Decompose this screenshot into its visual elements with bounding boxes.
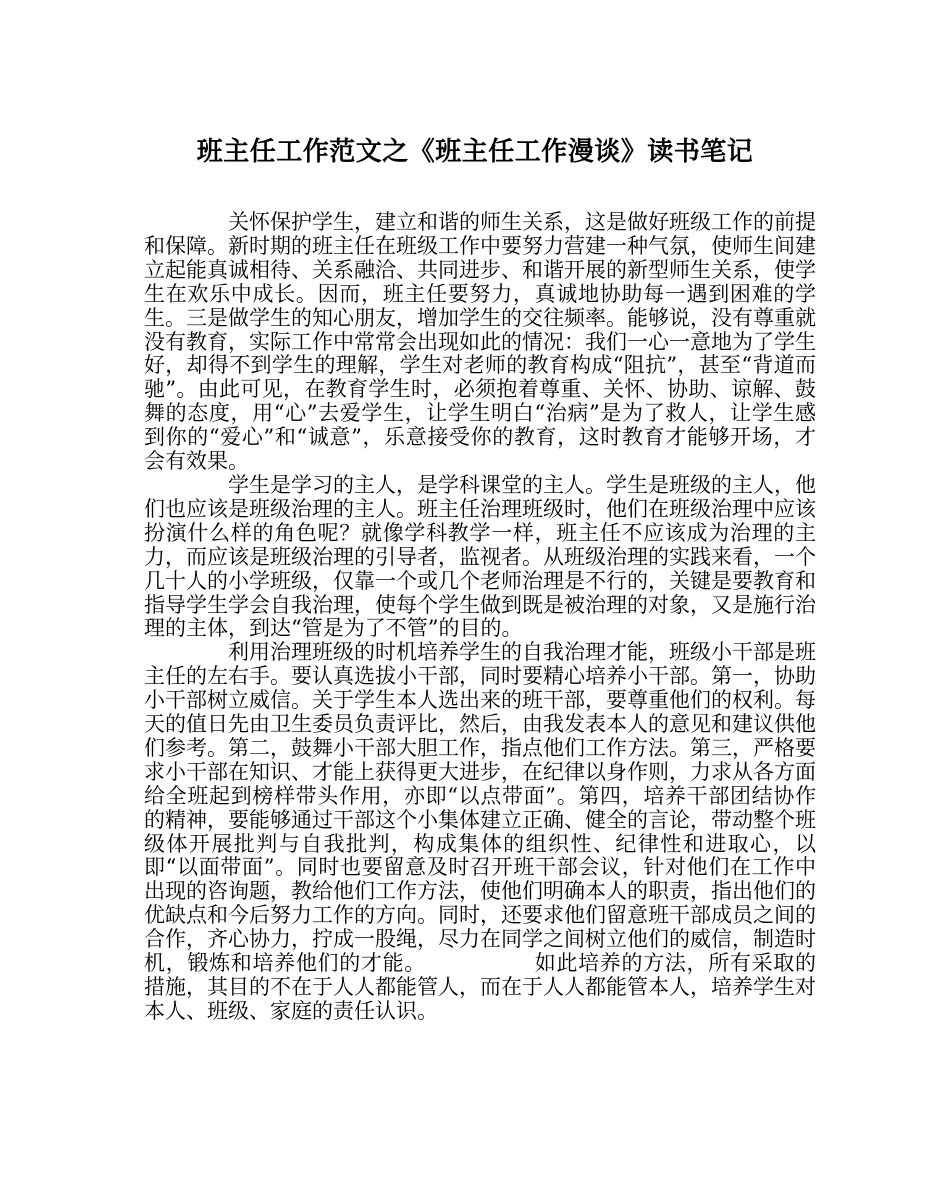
paragraph-3-text: 利用治理班级的时机培养学生的自我治理才能，班级小干部是班主任的左右手。要认真选拔小干部，同时要精心培养小干部。第一，协助小干部树立威信。关于学生本人选出来的班干部，要尊重他们的权利。每天的值日先由卫生委员负责评比，然后，由我发表本人的意见和建议供他们参考。第二，鼓舞小干部大胆工作，指点他们工作方法。第三，严格要求小干部在知识、才能上获得更大进步，在纪律以身作则，力求从各方面给全班起到榜样带头作用，亦即“以点带面”。第四，培养干部团结协作的精神，要能够通过干部这个小集体建立正确、健全的言论，带动整个班级体开展批判与自我批判，构成集体的组织性、纪律性和进取心，以即“以面带面”。同时也要留意及时召开班干部会议，针对他们在工作中出现的咨询题，教给他们工作方法，使他们明确本人的职责，指出他们的优缺点和今后努力工作的方向。同时，还要求他们留意班干部成员之间的合作，齐心协力，拧成一股绳，尽力在同学之间树立他们的威信，制造时机，锻炼和培养他们的才能。	[144, 640, 816, 976]
paragraph-2: 学生是学习的主人，是学科课堂的主人。学生是班级的主人，他们也应该是班级治理的主人。班主任治理班级时，他们在班级治理中应该扮演什么样的角色呢？就像学科教学一样，班主任不应该成为治理的主力，而应该是班级治理的引导者，监视者。从班级治理的实践来看，一个几十人的小学班级，仅靠一个或几个老师治理是不行的，关键是要教育和指导学生学会自我治理，使每个学生做到既是被治理的对象，又是施行治理的主体，到达“管是为了不管”的目的。	[144, 472, 816, 641]
document-body	[144, 211, 816, 1024]
closing-text: 如此培养的方法，所有采取的措施，其目的不在于人人都能管人，而在于人人都能管本人，培养学生对本人、班级、家庭的责任认识。	[144, 951, 816, 1023]
paragraph-3	[144, 641, 816, 1024]
paragraph-1: 关怀保护学生，建立和谐的师生关系，这是做好班级工作的前提和保障。新时期的班主任在班级工作中要努力营建一种气氛，使师生间建立起能真诚相待、关系融洽、共同进步、和谐开展的新型师生关系，使学生在欢乐中成长。因而，班主任要努力，真诚地协助每一遇到困难的学生。三是做学生的知心朋友，增加学生的交往频率。能够说，没有尊重就没有教育，实际工作中常常会出现如此的情况：我们一心一意地为了学生好，却得不到学生的理解，学生对老师的教育构成“阻抗”，甚至“背道而驰”。由此可见，在教育学生时，必须抱着尊重、关怀、协助、谅解、鼓舞的态度，用“心”去爱学生，让学生明白“治病”是为了救人，让学生感到你的“爱心”和“诚意”，乐意接受你的教育，这时教育才能够开场，才会有效果。	[144, 210, 816, 474]
document-title: 班主任工作范文之《班主任工作漫谈》读书笔记	[196, 137, 754, 167]
